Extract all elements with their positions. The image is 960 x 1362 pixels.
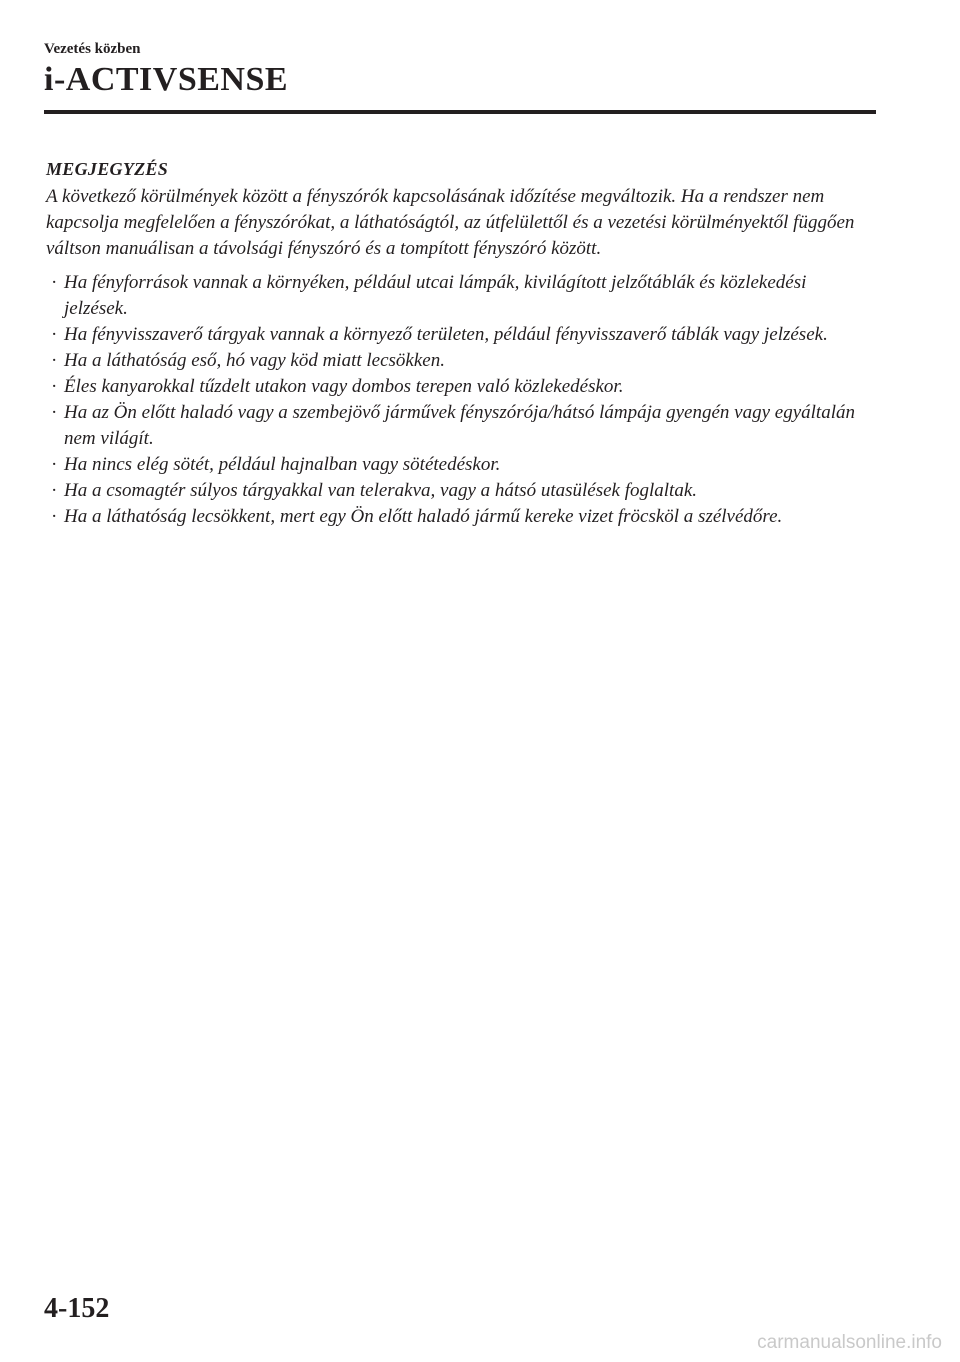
bullet-icon: ·: [51, 324, 58, 345]
bullet-icon: ·: [51, 480, 58, 501]
list-item: [46, 504, 866, 530]
note-heading: MEGJEGYZÉS: [46, 159, 169, 179]
bullet-icon: ·: [51, 376, 58, 397]
bullet-icon: ·: [51, 402, 58, 423]
list-item-text: Ha fényvisszaverő tárgyak vannak a környező területen, például fényvisszaverő táblák vagy jelzések.: [64, 324, 828, 345]
list-item-text: Ha a láthatóság lecsökkent, mert egy Ön előtt haladó jármű kereke vizet fröcsköl a szélvédőre.: [64, 506, 783, 527]
bullet-icon: ·: [51, 272, 58, 293]
section-label: Vezetés közben: [44, 41, 141, 57]
list-item: [46, 452, 866, 478]
list-item-text: Ha az Ön előtt haladó vagy a szembejövő járművek fényszórója/hátsó lámpája gyengén vagy egyáltalán nem világít.: [64, 402, 855, 449]
page-number: 4-152: [44, 1293, 110, 1324]
watermark-text: carmanualsonline.info: [757, 1332, 942, 1353]
list-item-text: Éles kanyarokkal tűzdelt utakon vagy dombos terepen való közlekedéskor.: [64, 376, 624, 397]
chapter-title: i-ACTIVSENSE: [44, 61, 289, 98]
bullet-icon: ·: [51, 454, 58, 475]
bullet-icon: ·: [51, 350, 58, 371]
list-item: [46, 348, 866, 374]
list-item-text: Ha nincs elég sötét, például hajnalban vagy sötétedéskor.: [64, 454, 501, 475]
note-bullet-list: [46, 270, 866, 530]
list-item: [46, 270, 866, 322]
list-item: [46, 400, 866, 452]
list-item: [46, 322, 866, 348]
page-header: [44, 40, 876, 114]
bullet-icon: ·: [51, 506, 58, 527]
list-item: [46, 374, 866, 400]
list-item-text: Ha a csomagtér súlyos tárgyakkal van telerakva, vagy a hátsó utasülések foglaltak.: [64, 480, 698, 501]
list-item-text: Ha fényforrások vannak a környéken, például utcai lámpák, kivilágított jelzőtáblák és közlekedési jelzések.: [64, 272, 807, 319]
list-item-text: Ha a láthatóság eső, hó vagy köd miatt lecsökken.: [64, 350, 445, 371]
header-divider: [44, 110, 876, 114]
note-block: [46, 156, 866, 530]
list-item: [46, 478, 866, 504]
note-body: A következő körülmények között a fényszórók kapcsolásának időzítése megváltozik. Ha a rendszer nem kapcsolja megfelelően a fényszórókat, a láthatóságtól, az útfelülettől és a vezetési körülményektől függően váltson manuálisan a távolsági fényszóró és a tompított fényszóró között.: [46, 186, 855, 259]
